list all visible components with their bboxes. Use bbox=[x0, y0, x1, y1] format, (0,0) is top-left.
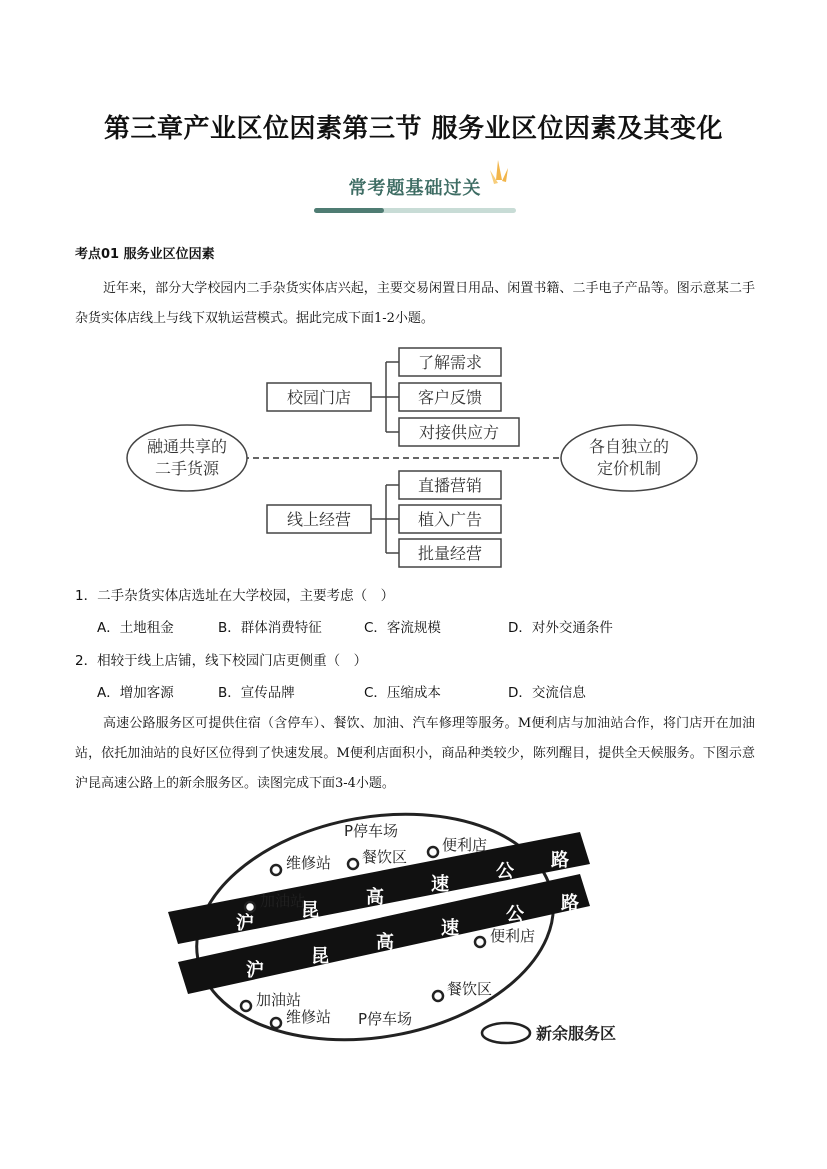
legend-symbol bbox=[482, 1023, 530, 1043]
q1-option-b: B．群体消费特征 bbox=[218, 620, 322, 636]
online-label: 线上经营 bbox=[286, 510, 352, 529]
top-gas-marker bbox=[245, 902, 255, 912]
road-lower-char-5: 公 bbox=[506, 904, 524, 925]
q2-option-b: B．宣传品牌 bbox=[218, 685, 295, 701]
right-ellipse bbox=[561, 425, 697, 491]
q2-option-d: D．交流信息 bbox=[508, 685, 586, 701]
bottom-store-marker bbox=[475, 937, 485, 947]
bottom-repair-marker bbox=[271, 1018, 281, 1028]
road-lower-char-1: 沪 bbox=[246, 960, 264, 981]
bottom-item-1: 直播营销 bbox=[417, 476, 483, 495]
bottom-gas-marker bbox=[241, 1001, 251, 1011]
top-item-1: 了解需求 bbox=[417, 353, 483, 372]
road-lower-char-3: 高 bbox=[376, 932, 394, 953]
bottom-item-2: 植入广告 bbox=[417, 510, 483, 529]
campus-store-label: 校园门店 bbox=[286, 388, 352, 407]
right-ellipse-line1: 各自独立的 bbox=[588, 437, 670, 456]
bottom-gas-label: 加油站 bbox=[256, 991, 302, 1009]
top-repair-marker bbox=[271, 865, 281, 875]
road-upper-char-3: 高 bbox=[366, 887, 384, 908]
q1-option-c: C．客流规模 bbox=[364, 620, 441, 636]
q1-option-a: A．土地租金 bbox=[97, 620, 174, 636]
banner-text: 常考题基础过关 bbox=[348, 178, 482, 199]
service-area-map bbox=[160, 812, 640, 1052]
left-ellipse bbox=[127, 425, 247, 491]
section-banner bbox=[312, 150, 518, 220]
bottom-dining-marker bbox=[433, 991, 443, 1001]
top-dining-label: 餐饮区 bbox=[362, 848, 408, 866]
legend-label: 新余服务区 bbox=[536, 1024, 617, 1043]
question-2: 2．相较于线上店铺，线下校园门店更侧重（ ） bbox=[75, 653, 368, 669]
bottom-store-label: 便利店 bbox=[490, 927, 536, 945]
intro-paragraph-2: 高速公路服务区可提供住宿（含停车）、餐饮、加油、汽车修理等服务。M便利店与加油站合作，将门店开在加油站，依托加油站的良好区位得到了快速发展。M便利店面积小，商品种类较少，陈列醒目，提供全天候服务。下图示意沪昆高速公路上的新余服务区。读图完成下面3-4小题。 bbox=[75, 716, 755, 791]
top-repair-label: 维修站 bbox=[286, 854, 332, 872]
intro-paragraph-1: 近年来，部分大学校园内二手杂货实体店兴起，主要交易闲置日用品、闲置书籍、二手电子产品等。图示意某二手杂货实体店线上与线下双轨运营模式。据此完成下面1-2小题。 bbox=[75, 281, 755, 326]
right-ellipse-line2: 定价机制 bbox=[596, 459, 662, 478]
road-upper-char-1: 沪 bbox=[236, 913, 254, 934]
top-parking-label: P停车场 bbox=[344, 822, 399, 840]
q2-option-a: A．增加客源 bbox=[97, 685, 174, 701]
left-ellipse-line1: 融通共享的 bbox=[146, 437, 228, 456]
left-ellipse-line2: 二手货源 bbox=[154, 459, 220, 478]
road-lower-char-6: 路 bbox=[561, 893, 579, 914]
road-lower-char-4: 速 bbox=[441, 918, 459, 939]
bottom-repair-label: 维修站 bbox=[286, 1008, 332, 1026]
top-dining-marker bbox=[348, 859, 358, 869]
top-store-label: 便利店 bbox=[442, 836, 488, 854]
road-upper-char-4: 速 bbox=[431, 874, 449, 895]
road-upper-char-2: 昆 bbox=[301, 900, 319, 921]
bottom-parking-label: P停车场 bbox=[358, 1010, 413, 1028]
question-1: 1．二手杂货实体店选址在大学校园，主要考虑（ ） bbox=[75, 588, 395, 604]
top-gas-label: 加油站 bbox=[260, 892, 306, 910]
top-item-3: 对接供应方 bbox=[418, 423, 500, 442]
operation-model-diagram bbox=[125, 345, 705, 570]
page-title: 第三章产业区位因素第三节 服务业区位因素及其变化 bbox=[103, 114, 724, 144]
bottom-item-3: 批量经营 bbox=[417, 544, 483, 563]
top-item-2: 客户反馈 bbox=[417, 388, 483, 407]
bottom-dining-label: 餐饮区 bbox=[447, 980, 493, 998]
q2-option-c: C．压缩成本 bbox=[364, 685, 441, 701]
q1-option-d: D．对外交通条件 bbox=[508, 620, 613, 636]
road-upper-char-5: 公 bbox=[496, 861, 514, 882]
section-heading: 考点01 服务业区位因素 bbox=[75, 247, 215, 262]
road-lower-char-2: 昆 bbox=[311, 946, 329, 967]
top-store-marker bbox=[428, 847, 438, 857]
road-upper-char-6: 路 bbox=[551, 850, 569, 871]
